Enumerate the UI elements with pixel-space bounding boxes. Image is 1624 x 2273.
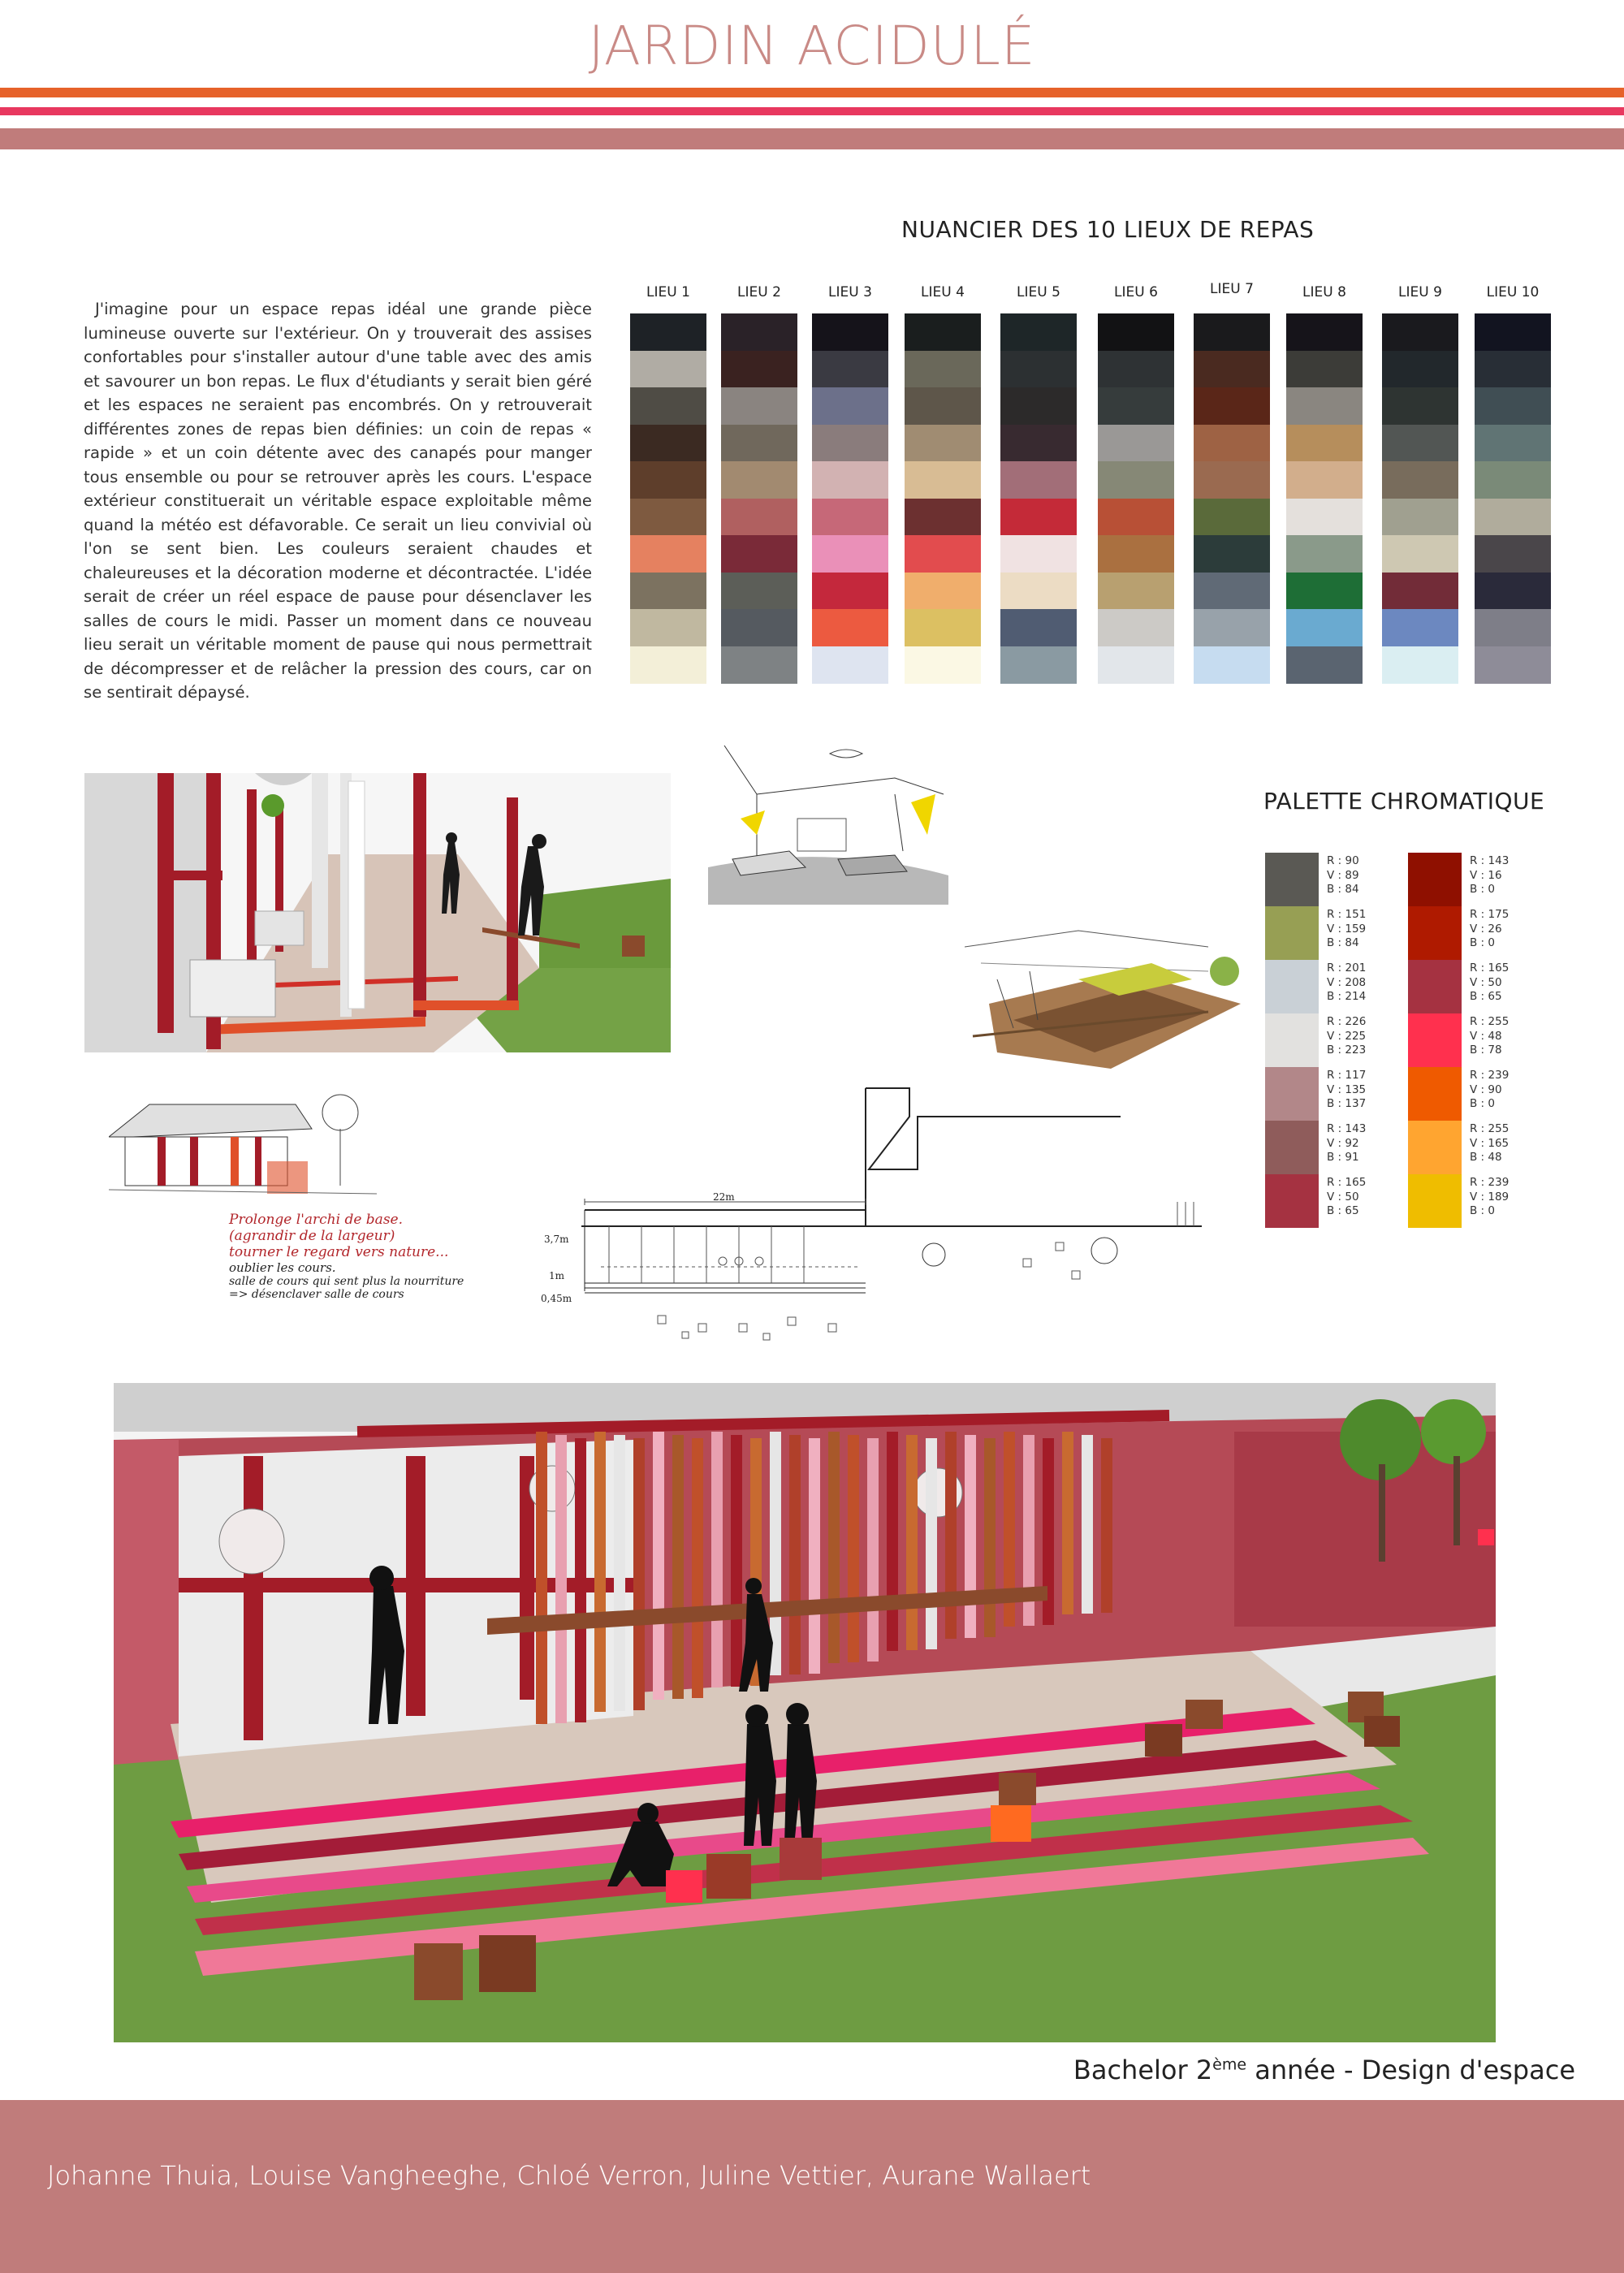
palette-rgb: R : 117 V : 135 B : 137: [1327, 1069, 1367, 1110]
nuancier-swatch: [1098, 609, 1174, 646]
nuancier-swatch: [721, 387, 797, 425]
lieu-label: LIEU 8: [1302, 284, 1346, 300]
palette-rgb: R : 239 V : 189 B : 0: [1470, 1176, 1510, 1217]
nuancier-title: NUANCIER DES 10 LIEUX DE REPAS: [901, 216, 1315, 243]
nuancier-swatch: [1000, 535, 1077, 573]
palette-rgb: R : 201 V : 208 B : 214: [1327, 961, 1367, 1003]
elevation-width-label: 22m: [713, 1191, 735, 1203]
nuancier-swatch: [1000, 609, 1077, 646]
nuancier-swatch: [1286, 313, 1363, 351]
palette-rgb: R : 226 V : 225 B : 223: [1327, 1015, 1367, 1057]
nuancier-swatch: [905, 387, 981, 425]
facade-slat: [1062, 1432, 1073, 1614]
facade-slat: [887, 1432, 898, 1651]
nuancier-swatch: [1000, 425, 1077, 462]
palette-rgb: R : 175 V : 26 B : 0: [1470, 908, 1510, 949]
nuancier-swatch: [630, 535, 706, 573]
nuancier-swatch: [1382, 573, 1458, 610]
nuancier-swatch: [812, 313, 888, 351]
facade-slat: [828, 1432, 840, 1663]
palette-rgb: R : 165 V : 50 B : 65: [1470, 961, 1510, 1003]
facade-slat: [945, 1432, 957, 1639]
sketch-note-line: Prolonge l'archi de base.: [229, 1212, 404, 1228]
facade-slat: [789, 1435, 801, 1675]
facade-slat: [653, 1432, 664, 1700]
facade-slat: [594, 1432, 606, 1712]
palette-rgb: R : 143 V : 16 B : 0: [1470, 854, 1510, 896]
palette-swatch: [1265, 1174, 1319, 1228]
facade-slat: [1101, 1438, 1112, 1613]
nuancier-swatch: [1475, 499, 1551, 536]
nuancier-swatch: [1000, 351, 1077, 388]
nuancier-swatch: [721, 646, 797, 684]
palette-swatch: [1408, 1067, 1462, 1121]
sketch-note-line: (agrandir de la largeur): [229, 1228, 395, 1244]
nuancier-swatch: [1098, 351, 1174, 388]
palette-swatch: [1408, 853, 1462, 906]
pink-stripe: [0, 107, 1624, 115]
main-render: [114, 1383, 1496, 2042]
nuancier-swatch: [1194, 573, 1270, 610]
facade-slat: [926, 1438, 937, 1649]
nuancier-swatch: [905, 313, 981, 351]
nuancier-swatch: [1194, 535, 1270, 573]
nuancier-swatch: [1098, 646, 1174, 684]
nuancier-swatch: [630, 387, 706, 425]
nuancier-swatch: [1286, 499, 1363, 536]
nuancier-swatch: [812, 387, 888, 425]
nuancier-swatch: [1000, 313, 1077, 351]
nuancier-swatch: [1286, 573, 1363, 610]
palette-swatch: [1265, 960, 1319, 1013]
facade-slat: [906, 1435, 918, 1650]
nuancier-swatch: [1000, 387, 1077, 425]
sketch-note-line: => désenclaver salle de cours: [229, 1288, 404, 1301]
nuancier-swatch: [1382, 609, 1458, 646]
elevation-step2-label: 0,45m: [541, 1293, 572, 1304]
terrace-sketch: [965, 914, 1241, 1069]
nuancier-swatch: [1475, 535, 1551, 573]
nuancier-swatch: [1382, 387, 1458, 425]
nuancier-swatch: [812, 499, 888, 536]
nuancier-swatch: [1475, 609, 1551, 646]
nuancier-swatch: [1475, 351, 1551, 388]
nuancier-swatch: [1382, 351, 1458, 388]
nuancier-swatch: [905, 535, 981, 573]
nuancier-swatch: [1475, 313, 1551, 351]
facade-slat: [711, 1432, 723, 1687]
nuancier-swatch: [721, 609, 797, 646]
facade-slat: [965, 1435, 976, 1638]
palette-swatch: [1265, 906, 1319, 960]
nuancier-swatch: [812, 425, 888, 462]
nuancier-swatch: [630, 351, 706, 388]
nuancier-swatch: [812, 573, 888, 610]
nuancier-swatch: [905, 609, 981, 646]
palette-swatch: [1408, 1121, 1462, 1174]
nuancier-swatch: [1382, 535, 1458, 573]
nuancier-swatch: [1286, 646, 1363, 684]
nuancier-swatch: [812, 461, 888, 499]
rose-stripe: [0, 128, 1624, 149]
nuancier-swatch: [630, 313, 706, 351]
nuancier-swatch: [1475, 646, 1551, 684]
sketch-note-line: oublier les cours.: [229, 1260, 336, 1275]
nuancier-swatch: [905, 646, 981, 684]
nuancier-swatch: [905, 425, 981, 462]
lieu-label: LIEU 2: [737, 284, 781, 300]
nuancier-swatch: [1475, 387, 1551, 425]
nuancier-swatch: [1098, 573, 1174, 610]
nuancier-swatch: [1382, 499, 1458, 536]
palette-swatch: [1265, 1067, 1319, 1121]
nuancier-swatch: [1475, 425, 1551, 462]
palette-rgb: R : 255 V : 48 B : 78: [1470, 1015, 1510, 1057]
palette-rgb: R : 255 V : 165 B : 48: [1470, 1122, 1510, 1164]
course-sup: ème: [1212, 2055, 1247, 2074]
nuancier-swatch: [1098, 387, 1174, 425]
nuancier-swatch: [1286, 535, 1363, 573]
nuancier-swatch: [630, 499, 706, 536]
palette-swatch: [1408, 960, 1462, 1013]
page-title: JARDIN ACIDULÉ: [588, 15, 1036, 77]
nuancier-swatch: [1194, 609, 1270, 646]
credits: Johanne Thuia, Louise Vangheeghe, Chloé Verron, Juline Vettier, Aurane Wallaert: [47, 2160, 1091, 2191]
nuancier-swatch: [1286, 425, 1363, 462]
nuancier-swatch: [812, 351, 888, 388]
nuancier-swatch: [1475, 573, 1551, 610]
intro-paragraph: J'imagine pour un espace repas idéal une grande pièce lumineuse ouverte sur l'extérieur. On y trouverait des assises confortables pour s'installer autour d'une table avec des amis et savourer un bon repas. Le flux d'étudiants y serait bien géré et les espaces ne seraient pas encombrés. On y retrouverait différentes zones de repas bien définies: un coin de repas « rapide » et un coin détente avec des canapés pour manger tous ensemble ou pour se retrouver après les cours. L'espace extérieur constituerait un véritable espace exploitable même quand la météo est défavorable. Ce serait un lieu convivial où l'on se sent bien. Les couleurs seraient chaudes et chaleureuses et la décoration moderne et décontractée. L'idée serait de créer un réel espace de pause pour désenclaver les salles de cours le midi. Passer un moment dans ce nouveau lieu serait un véritable moment de pause qui nous permettrait de décompresser et de relâcher la pression des cours, car on se sentirait dépaysé.: [84, 300, 592, 702]
nuancier-swatch: [1098, 535, 1174, 573]
facade-slat: [633, 1438, 645, 1710]
nuancier-swatch: [1382, 313, 1458, 351]
nuancier-swatch: [1194, 461, 1270, 499]
facade-slat: [1082, 1435, 1093, 1614]
palette-rgb: R : 151 V : 159 B : 84: [1327, 908, 1367, 949]
facade-slat: [809, 1438, 820, 1674]
facade-slat: [536, 1432, 547, 1724]
nuancier-swatch: [1098, 499, 1174, 536]
palette-title: PALETTE CHROMATIQUE: [1263, 788, 1545, 815]
nuancier-swatch: [905, 461, 981, 499]
nuancier-swatch: [1475, 461, 1551, 499]
nuancier-swatch: [721, 313, 797, 351]
nuancier-swatch: [721, 535, 797, 573]
nuancier-swatch: [630, 609, 706, 646]
nuancier-swatch: [812, 535, 888, 573]
nuancier-swatch: [721, 351, 797, 388]
facade-slat: [692, 1438, 703, 1698]
facade-slat: [555, 1435, 567, 1723]
lieu-label: LIEU 10: [1486, 284, 1540, 300]
nuancier-swatch: [1286, 351, 1363, 388]
nuancier-swatch: [1382, 425, 1458, 462]
sketch-note-line: tourner le regard vers nature...: [229, 1244, 449, 1260]
nuancier-swatch: [1286, 387, 1363, 425]
lieu-label: LIEU 4: [921, 284, 965, 300]
palette-rgb: R : 90 V : 89 B : 84: [1327, 854, 1359, 896]
nuancier-swatch: [812, 646, 888, 684]
nuancier-swatch: [630, 573, 706, 610]
nuancier-swatch: [1000, 499, 1077, 536]
nuancier-swatch: [721, 499, 797, 536]
nuancier-swatch: [1000, 461, 1077, 499]
lieu-label: LIEU 3: [828, 284, 872, 300]
sketch-handwriting: [229, 1212, 473, 1301]
nuancier-swatch: [1098, 313, 1174, 351]
nuancier-swatch: [1194, 499, 1270, 536]
facade-slat: [867, 1438, 879, 1662]
nuancier-swatch: [1382, 461, 1458, 499]
palette-swatch: [1408, 1013, 1462, 1067]
nuancier-swatch: [1098, 461, 1174, 499]
nuancier-swatch: [1194, 351, 1270, 388]
interior-sketch: [708, 745, 948, 905]
nuancier-swatch: [1194, 425, 1270, 462]
palette-swatch: [1265, 1013, 1319, 1067]
corridor-render: [84, 773, 671, 1052]
nuancier-swatch: [630, 461, 706, 499]
lieu-label: LIEU 5: [1017, 284, 1060, 300]
nuancier-swatch: [1000, 646, 1077, 684]
nuancier-swatch: [1000, 573, 1077, 610]
elevation-step1-label: 1m: [549, 1270, 565, 1281]
facade-slat: [848, 1435, 859, 1662]
nuancier-swatch: [905, 351, 981, 388]
palette-rgb: R : 165 V : 50 B : 65: [1327, 1176, 1367, 1217]
palette-swatch: [1265, 853, 1319, 906]
nuancier-swatch: [721, 461, 797, 499]
lieu-label: LIEU 6: [1114, 284, 1158, 300]
lieu-label: LIEU 9: [1398, 284, 1442, 300]
nuancier-swatch: [1382, 646, 1458, 684]
nuancier-swatch: [1098, 425, 1174, 462]
lieu-label: LIEU 1: [646, 284, 690, 300]
palette-swatch: [1265, 1121, 1319, 1174]
nuancier-swatch: [905, 499, 981, 536]
course-prefix: Bachelor 2: [1073, 2055, 1213, 2085]
facade-slat: [575, 1438, 586, 1722]
palette-swatch: [1408, 1174, 1462, 1228]
facade-slat: [984, 1438, 996, 1637]
facade-slat: [614, 1435, 625, 1711]
nuancier-swatch: [721, 425, 797, 462]
nuancier-swatch: [1194, 387, 1270, 425]
orange-stripe: [0, 88, 1624, 97]
building-sketch: [109, 1080, 377, 1202]
nuancier-swatch: [905, 573, 981, 610]
lieu-label: LIEU 7: [1210, 281, 1254, 297]
palette-rgb: R : 239 V : 90 B : 0: [1470, 1069, 1510, 1110]
palette-rgb: R : 143 V : 92 B : 91: [1327, 1122, 1367, 1164]
facade-slat: [731, 1435, 742, 1687]
sketch-note-line: salle de cours qui sent plus la nourriture: [229, 1275, 464, 1288]
nuancier-swatch: [630, 646, 706, 684]
nuancier-swatch: [1286, 461, 1363, 499]
course-suffix: année - Design d'espace: [1246, 2055, 1575, 2085]
elevation-height-label: 3,7m: [544, 1234, 569, 1245]
nuancier-swatch: [721, 573, 797, 610]
elevation-drawing: [503, 1080, 1210, 1348]
nuancier-swatch: [1286, 609, 1363, 646]
nuancier-swatch: [630, 425, 706, 462]
course-label: [1073, 2055, 1575, 2085]
nuancier-swatch: [1194, 313, 1270, 351]
palette-swatch: [1408, 906, 1462, 960]
facade-slat: [672, 1435, 684, 1699]
nuancier-swatch: [1194, 646, 1270, 684]
nuancier-swatch: [812, 609, 888, 646]
